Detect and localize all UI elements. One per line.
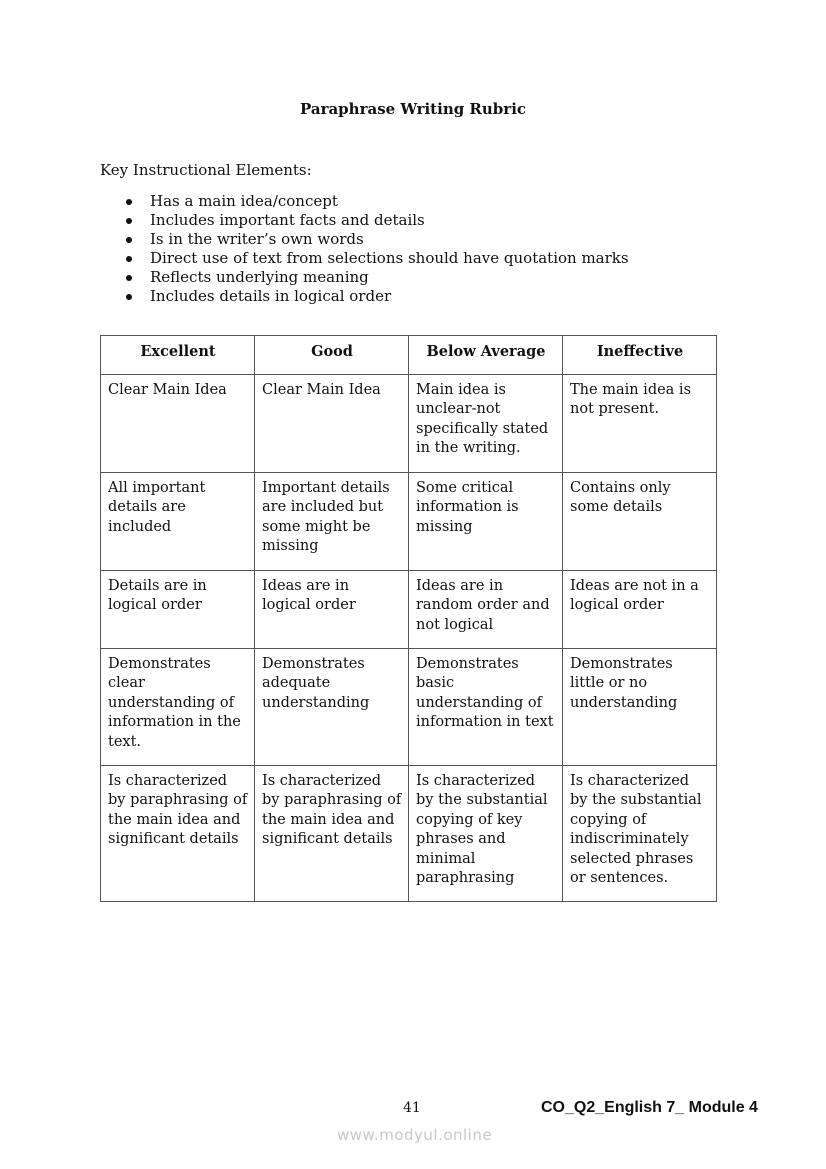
table-cell: Is characterized by the substantial copying of key phrases and minimal paraphrasing [409, 766, 563, 902]
table-cell: Ideas are in random order and not logical [409, 571, 563, 649]
bullet-icon [126, 256, 132, 262]
watermark-text: www.modyul.online [337, 1126, 493, 1144]
table-row [101, 649, 717, 766]
table-cell: Ideas are not in a logical order [563, 571, 717, 649]
column-header-ineffective: Ineffective [563, 336, 717, 375]
column-header-good: Good [255, 336, 409, 375]
table-cell: Clear Main Idea [255, 375, 409, 473]
list-item: Direct use of text from selections should have quotation marks [100, 249, 740, 268]
table-cell: Is characterized by the substantial copying of indiscriminately selected phrases or sentences. [563, 766, 717, 902]
list-item: Includes details in logical order [100, 287, 740, 306]
table-cell: Demonstrates basic understanding of information in text [409, 649, 563, 766]
table-cell: Demonstrates clear understanding of information in the text. [101, 649, 255, 766]
table-cell: Some critical information is missing [409, 473, 563, 571]
table-row [101, 766, 717, 902]
table-cell: Contains only some details [563, 473, 717, 571]
list-item: Includes important facts and details [100, 211, 740, 230]
table-header-row [101, 336, 717, 375]
table-cell: Is characterized by paraphrasing of the main idea and significant details [255, 766, 409, 902]
module-label: CO_Q2_English 7_ Module 4 [541, 1099, 758, 1116]
table-row [101, 375, 717, 473]
table-cell: Important details are included but some might be missing [255, 473, 409, 571]
table-cell: Ideas are in logical order [255, 571, 409, 649]
table-cell: The main idea is not present. [563, 375, 717, 473]
table-cell: Details are in logical order [101, 571, 255, 649]
table-row [101, 473, 717, 571]
list-item: Reflects underlying meaning [100, 268, 740, 287]
bullet-icon [126, 199, 132, 205]
rubric-table [100, 335, 717, 902]
table-cell: Demonstrates little or no understanding [563, 649, 717, 766]
column-header-excellent: Excellent [101, 336, 255, 375]
page-number: 41 [403, 1100, 421, 1116]
table-cell: Main idea is unclear-not specifically stated in the writing. [409, 375, 563, 473]
table-cell: Demonstrates adequate understanding [255, 649, 409, 766]
list-item: Has a main idea/concept [100, 192, 740, 211]
bullet-icon [126, 237, 132, 243]
table-cell: Is characterized by paraphrasing of the main idea and significant details [101, 766, 255, 902]
intro-text: Key Instructional Elements: [100, 161, 312, 179]
elements-list [100, 192, 740, 306]
column-header-below-average: Below Average [409, 336, 563, 375]
list-item: Is in the writer’s own words [100, 230, 740, 249]
page-title: Paraphrase Writing Rubric [299, 100, 527, 118]
table-row [101, 571, 717, 649]
bullet-icon [126, 294, 132, 300]
bullet-icon [126, 218, 132, 224]
table-cell: All important details are included [101, 473, 255, 571]
bullet-icon [126, 275, 132, 281]
table-cell: Clear Main Idea [101, 375, 255, 473]
